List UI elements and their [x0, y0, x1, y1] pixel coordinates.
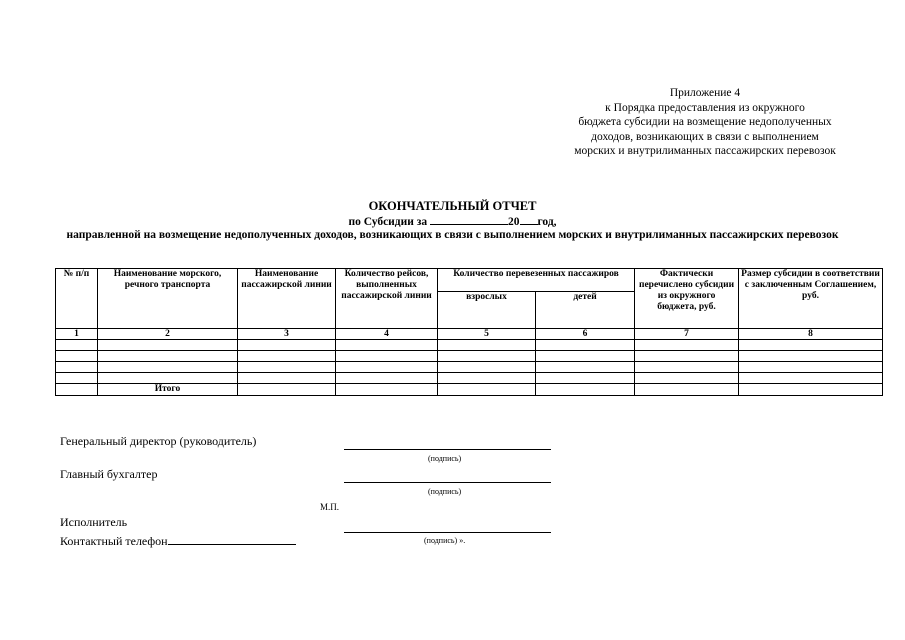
appendix-line: к Порядка предоставления из окружного: [605, 101, 805, 114]
table-cell[interactable]: [739, 362, 883, 373]
period-prefix: по Субсидии за: [348, 215, 428, 228]
table-cell[interactable]: [536, 362, 635, 373]
table-cell[interactable]: [739, 351, 883, 362]
table-cell[interactable]: [98, 362, 238, 373]
table-cell[interactable]: [336, 373, 438, 384]
table-cell[interactable]: [635, 362, 739, 373]
header-vessel: Наименование морского, речного транспорта: [98, 269, 238, 329]
table-cell[interactable]: [438, 384, 536, 396]
table-cell[interactable]: [56, 340, 98, 351]
director-label: Генеральный директор (руководитель): [60, 434, 257, 448]
header-num: № п/п: [56, 269, 98, 329]
table-cell[interactable]: [238, 384, 336, 396]
table-cell[interactable]: [739, 373, 883, 384]
total-label: Итого: [98, 384, 238, 396]
accountant-signature-caption: (подпись): [428, 487, 462, 496]
column-number: 3: [238, 329, 336, 340]
appendix-line: бюджета субсидии на возмещение недополученных: [578, 116, 832, 128]
accountant-signature-line[interactable]: [344, 482, 551, 483]
director-signature-line[interactable]: [344, 449, 551, 450]
column-number: 8: [739, 329, 883, 340]
table-cell[interactable]: [336, 351, 438, 362]
report-title-block: [40, 200, 865, 243]
year-prefix: 20: [508, 215, 520, 228]
table-row: [56, 373, 883, 384]
table-row: [56, 351, 883, 362]
table-cell[interactable]: [635, 351, 739, 362]
table-cell[interactable]: [98, 351, 238, 362]
year-blank: [520, 214, 538, 225]
year-suffix: год,: [537, 215, 557, 228]
table-cell[interactable]: [635, 373, 739, 384]
column-number: 1: [56, 329, 98, 340]
column-number: 6: [536, 329, 635, 340]
header-transferred: Фактически перечислено субсидии из окружного бюджета, руб.: [635, 269, 739, 329]
header-trips: Количество рейсов, выполненных пассажирской линии: [336, 269, 438, 329]
appendix-note: [540, 86, 870, 159]
header-subsidy: Размер субсидии в соответствии с заключенным Соглашением, руб.: [739, 269, 883, 329]
table-cell[interactable]: [56, 351, 98, 362]
report-title: ОКОНЧАТЕЛЬНЫЙ ОТЧЕТ: [368, 199, 537, 213]
appendix-line: морских и внутрилиманных пассажирских перевозок: [574, 145, 836, 157]
column-number-row: [56, 329, 883, 340]
table-cell[interactable]: [739, 340, 883, 351]
table-cell[interactable]: [98, 373, 238, 384]
table-cell[interactable]: [238, 373, 336, 384]
executor-signature-line[interactable]: [344, 532, 551, 533]
table-header-row: [56, 269, 883, 292]
table-cell[interactable]: [438, 362, 536, 373]
column-number: 7: [635, 329, 739, 340]
table-cell[interactable]: [238, 362, 336, 373]
total-row: [56, 384, 883, 396]
stamp-place: М.П.: [320, 502, 340, 512]
director-signature-caption: (подпись): [428, 454, 462, 463]
table-cell[interactable]: [739, 384, 883, 396]
header-passengers: Количество перевезенных пассажиров: [438, 269, 635, 292]
appendix-line: Приложение 4: [669, 87, 741, 99]
table-cell[interactable]: [635, 340, 739, 351]
column-number: 2: [98, 329, 238, 340]
table-cell[interactable]: [336, 384, 438, 396]
phone-input-line[interactable]: [168, 533, 296, 545]
table-row: [56, 340, 883, 351]
table-cell[interactable]: [238, 340, 336, 351]
table-cell[interactable]: [56, 362, 98, 373]
header-children: детей: [536, 292, 635, 329]
table-cell[interactable]: [438, 340, 536, 351]
header-adults: взрослых: [438, 292, 536, 329]
appendix-line: доходов, возникающих в связи с выполнением: [591, 130, 819, 143]
executor-signature-caption: (подпись) ».: [424, 536, 466, 545]
table-cell[interactable]: [536, 340, 635, 351]
report-table: [55, 268, 883, 396]
table-cell[interactable]: [336, 362, 438, 373]
table-cell[interactable]: [438, 351, 536, 362]
table-cell[interactable]: [336, 340, 438, 351]
table-cell[interactable]: [536, 384, 635, 396]
table-cell[interactable]: [98, 340, 238, 351]
column-number: 4: [336, 329, 438, 340]
table-cell[interactable]: [536, 373, 635, 384]
table-cell[interactable]: [635, 384, 739, 396]
report-period: [40, 214, 865, 230]
table-cell: [56, 384, 98, 396]
table-row: [56, 362, 883, 373]
table-cell[interactable]: [536, 351, 635, 362]
phone-label-text: Контактный телефон: [60, 534, 168, 548]
accountant-label: Главный бухгалтер: [60, 467, 158, 481]
executor-label: Исполнитель: [60, 515, 128, 529]
report-purpose: направленной на возмещение недополученных доходов, возникающих в связи с выполнением морских и внутрилиманных пассажирских перевозок: [66, 229, 839, 241]
header-line: Наименование пассажирской линии: [238, 269, 336, 329]
table-cell[interactable]: [56, 373, 98, 384]
column-number: 5: [438, 329, 536, 340]
period-blank: [430, 214, 508, 225]
phone-label: [60, 533, 296, 549]
table-cell[interactable]: [238, 351, 336, 362]
table-cell[interactable]: [438, 373, 536, 384]
